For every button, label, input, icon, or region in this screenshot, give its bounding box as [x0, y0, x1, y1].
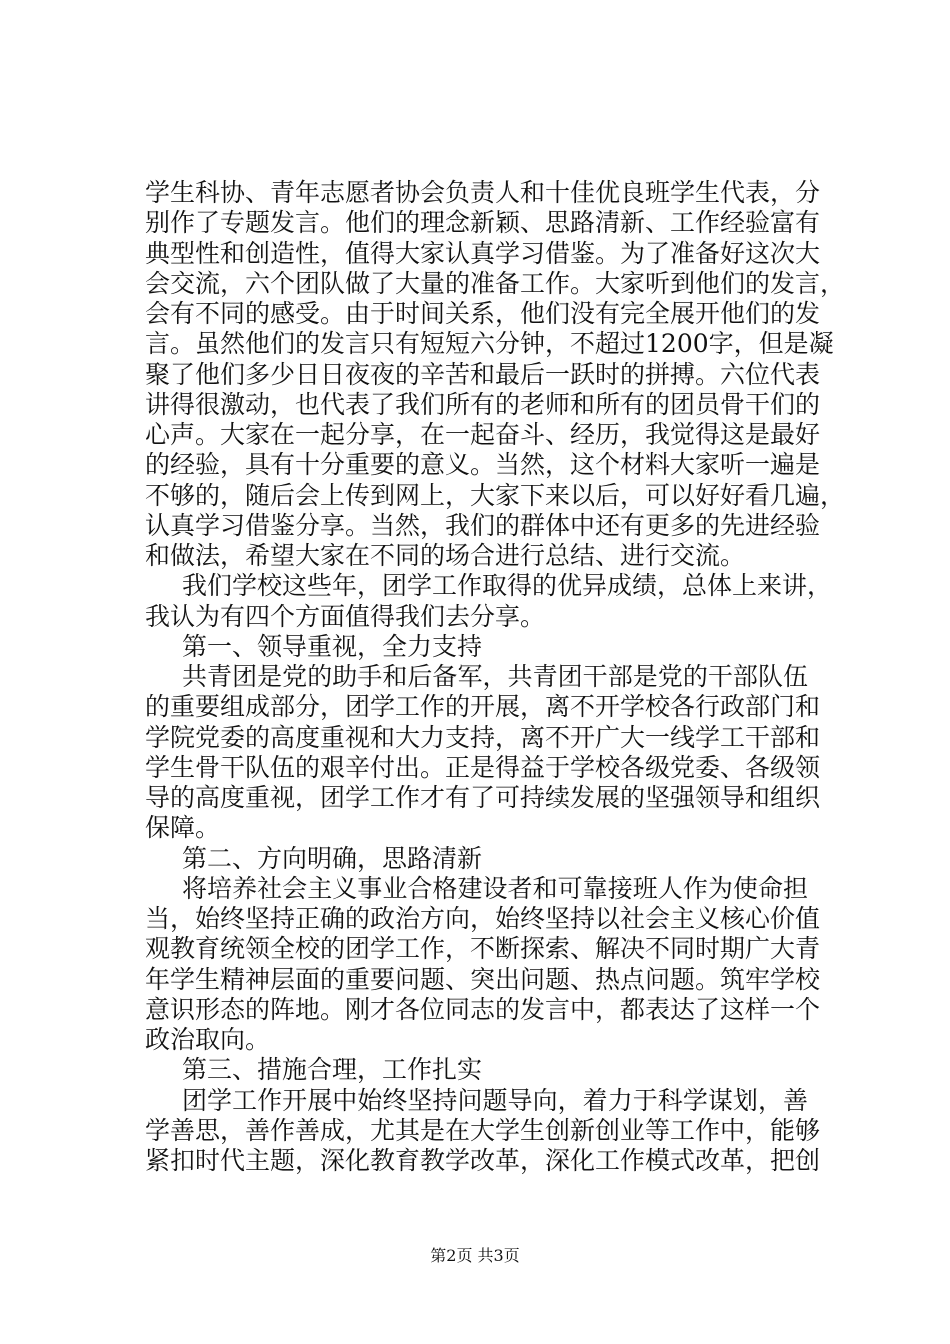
text-line: 我们学校这些年，团学工作取得的优异成绩，总体上来讲，: [182, 571, 833, 601]
text-line: 将培养社会主义事业合格建设者和可靠接班人作为使命担: [182, 873, 808, 903]
section-heading: 第一、领导重视，全力支持: [182, 631, 483, 661]
text-line: 言。虽然他们的发言只有短短六分钟，不超过1200字，但是凝: [145, 329, 834, 359]
text-line: 共青团是党的助手和后备军，共青团干部是党的干部队伍: [182, 662, 808, 691]
text-line: 不够的，随后会上传到网上，大家下来以后，可以好好看几遍，: [145, 480, 846, 510]
text-line: 观教育统领全校的团学工作，不断探索、解决不同时期广大青: [145, 934, 821, 964]
text-line: 导的高度重视，团学工作才有了可持续发展的坚强领导和组织: [145, 783, 821, 812]
text-line: 学生科协、青年志愿者协会负责人和十佳优良班学生代表，分: [145, 178, 821, 207]
text-line: 的重要组成部分，团学工作的开展，离不开学校各行政部门和: [145, 692, 821, 722]
text-line: 认真学习借鉴分享。当然，我们的群体中还有更多的先进经验: [145, 510, 821, 540]
text-line: 学院党委的高度重视和大力支持，离不开广大一线学工干部和: [145, 722, 821, 752]
text-line: 典型性和创造性，值得大家认真学习借鉴。为了准备好这次大: [145, 238, 821, 268]
text-line: 和做法，希望大家在不同的场合进行总结、进行交流。: [145, 541, 746, 570]
text-line: 会交流，六个团队做了大量的准备工作。大家听到他们的发言，: [145, 268, 846, 298]
text-line: 当，始终坚持正确的政治方向，始终坚持以社会主义核心价值: [145, 904, 821, 933]
text-line: 学善思，善作善成，尤其是在大学生创新创业等工作中，能够: [145, 1115, 821, 1145]
text-line: 学生骨干队伍的艰辛付出。正是得益于学校各级党委、各级领: [145, 752, 821, 782]
text-line: 我认为有四个方面值得我们去分享。: [145, 601, 546, 631]
text-line: 的经验，具有十分重要的意义。当然，这个材料大家听一遍是: [145, 450, 821, 480]
text-line: 政治取向。: [145, 1025, 271, 1054]
document-body: [145, 178, 846, 1176]
text-line: 会有不同的感受。由于时间关系，他们没有完全展开他们的发: [145, 299, 821, 328]
text-line: 保障。: [145, 813, 221, 843]
page-number-footer: 第2页 共3页: [430, 1246, 520, 1265]
section-heading: 第二、方向明确，思路清新: [182, 843, 483, 873]
text-line: 心声。大家在一起分享，在一起奋斗、经历，我觉得这是最好: [145, 420, 821, 449]
text-line: 别作了专题发言。他们的理念新颖、思路清新、工作经验富有: [145, 208, 821, 238]
text-line: 意识形态的阵地。刚才各位同志的发言中，都表达了这样一个: [145, 994, 821, 1024]
section-heading: 第三、措施合理，工作扎实: [182, 1055, 483, 1085]
text-line: 年学生精神层面的重要问题、突出问题、热点问题。筑牢学校: [145, 964, 821, 994]
text-line: 讲得很激动，也代表了我们所有的老师和所有的团员骨干们的: [145, 389, 821, 419]
text-line: 团学工作开展中始终坚持问题导向，着力于科学谋划，善: [182, 1085, 808, 1115]
text-line: 聚了他们多少日日夜夜的辛苦和最后一跃时的拼搏。六位代表: [145, 359, 821, 389]
text-line: 紧扣时代主题，深化教育教学改革，深化工作模式改革，把创: [145, 1146, 821, 1175]
